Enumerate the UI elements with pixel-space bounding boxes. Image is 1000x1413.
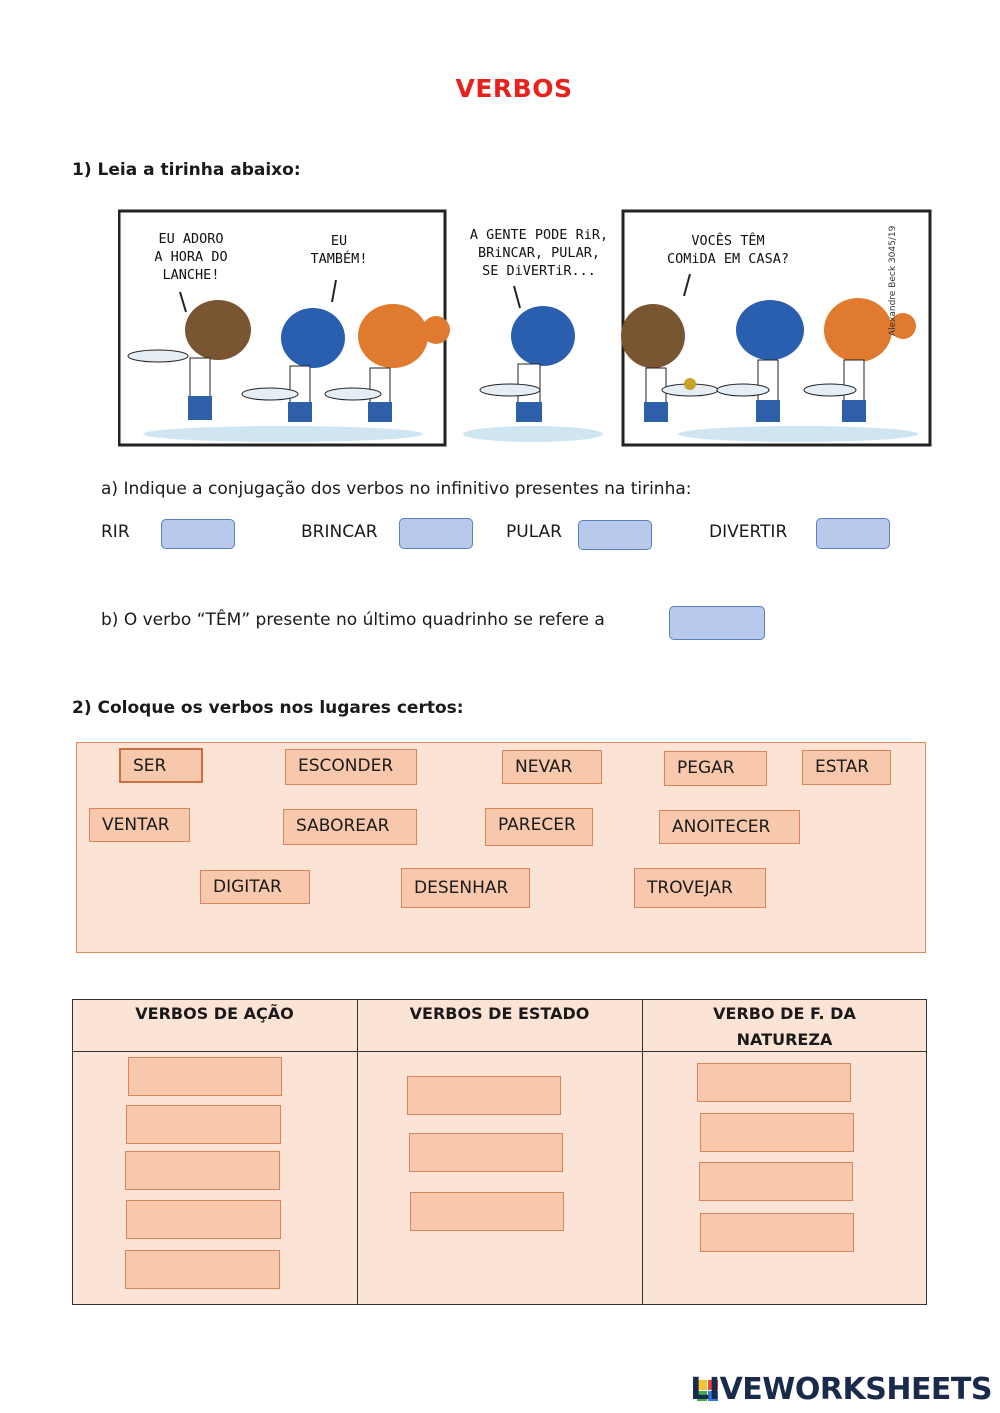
column-header-estado: VERBOS DE ESTADO	[409, 1004, 590, 1023]
column-header-acao: VERBOS DE AÇÃO	[135, 1004, 294, 1023]
verb-label-pular: PULAR	[506, 522, 562, 542]
drop-zone-acao[interactable]	[125, 1151, 280, 1190]
speech-bubble-4	[648, 232, 808, 268]
bubble-line: EU ADORO	[158, 231, 224, 247]
table-column-divider	[642, 999, 643, 1305]
drop-zone-estado[interactable]	[410, 1192, 564, 1231]
comic-credit: Alexandre Beck 3045/19	[888, 225, 898, 336]
question-1b-label: b) O verbo “TÊM” presente no último quadrinho se refere a	[101, 610, 605, 630]
column-header-natureza: VERBO DE F. DA NATUREZA	[713, 1004, 856, 1049]
speech-bubble-3	[454, 226, 624, 280]
word-tile-estar[interactable]: ESTAR	[802, 750, 891, 785]
drop-zone-natureza[interactable]	[699, 1162, 853, 1201]
bubble-line: EU	[330, 233, 348, 249]
bubble-line: LANCHE!	[162, 267, 220, 283]
answer-input-tem[interactable]	[669, 606, 765, 640]
answer-input-pular[interactable]	[578, 520, 652, 550]
drop-zone-natureza[interactable]	[697, 1063, 851, 1102]
liveworksheets-brand: LIVEWORKSHEETS	[690, 1372, 992, 1407]
word-tile-ser[interactable]: SER	[119, 748, 203, 783]
word-tile-anoitecer[interactable]: ANOITECER	[659, 810, 800, 844]
bubble-line: VOCÊS TÊM	[691, 233, 765, 249]
drop-zone-acao[interactable]	[126, 1105, 281, 1144]
word-tile-ventar[interactable]: VENTAR	[89, 808, 190, 842]
drop-zone-estado[interactable]	[407, 1076, 561, 1115]
answer-input-rir[interactable]	[161, 519, 235, 549]
word-tile-trovejar[interactable]: TROVEJAR	[634, 868, 766, 908]
bubble-line: TAMBÉM!	[310, 251, 368, 267]
word-bank	[76, 742, 926, 953]
verb-label-brincar: BRINCAR	[301, 522, 378, 542]
drop-zone-estado[interactable]	[409, 1133, 563, 1172]
bubble-line: SE DiVERTiR...	[482, 263, 596, 279]
drop-zone-natureza[interactable]	[700, 1213, 854, 1252]
verb-label-divertir: DIVERTIR	[709, 522, 788, 542]
page-title: VERBOS	[455, 74, 573, 103]
speech-bubble-1	[136, 230, 246, 284]
word-tile-parecer[interactable]: PARECER	[485, 808, 593, 846]
word-tile-nevar[interactable]: NEVAR	[502, 750, 602, 784]
verb-label-rir: RIR	[101, 522, 130, 542]
table-column-divider	[357, 999, 358, 1305]
question-1a-label: a) Indique a conjugação dos verbos no infinitivo presentes na tirinha:	[101, 479, 692, 499]
speech-bubble-2	[294, 232, 384, 268]
word-tile-pegar[interactable]: PEGAR	[664, 751, 767, 786]
word-tile-digitar[interactable]: DIGITAR	[200, 870, 310, 904]
drop-zone-natureza[interactable]	[700, 1113, 854, 1152]
answer-input-brincar[interactable]	[399, 518, 473, 549]
word-tile-esconder[interactable]: ESCONDER	[285, 749, 417, 785]
bubble-line: A HORA DO	[154, 249, 228, 265]
drop-zone-acao[interactable]	[128, 1057, 282, 1096]
word-tile-desenhar[interactable]: DESENHAR	[401, 868, 530, 908]
drop-zone-acao[interactable]	[126, 1200, 281, 1239]
bubble-line: BRiNCAR, PULAR,	[478, 245, 600, 261]
bubble-line: A GENTE PODE RiR,	[469, 227, 609, 243]
drop-zone-acao[interactable]	[125, 1250, 280, 1289]
question-2-label: 2) Coloque os verbos nos lugares certos:	[72, 698, 464, 718]
word-tile-saborear[interactable]: SABOREAR	[283, 809, 417, 845]
answer-input-divertir[interactable]	[816, 518, 890, 549]
question-1-label: 1) Leia a tirinha abaixo:	[72, 160, 301, 180]
bubble-line: COMiDA EM CASA?	[667, 251, 789, 267]
comic-strip	[118, 208, 933, 448]
